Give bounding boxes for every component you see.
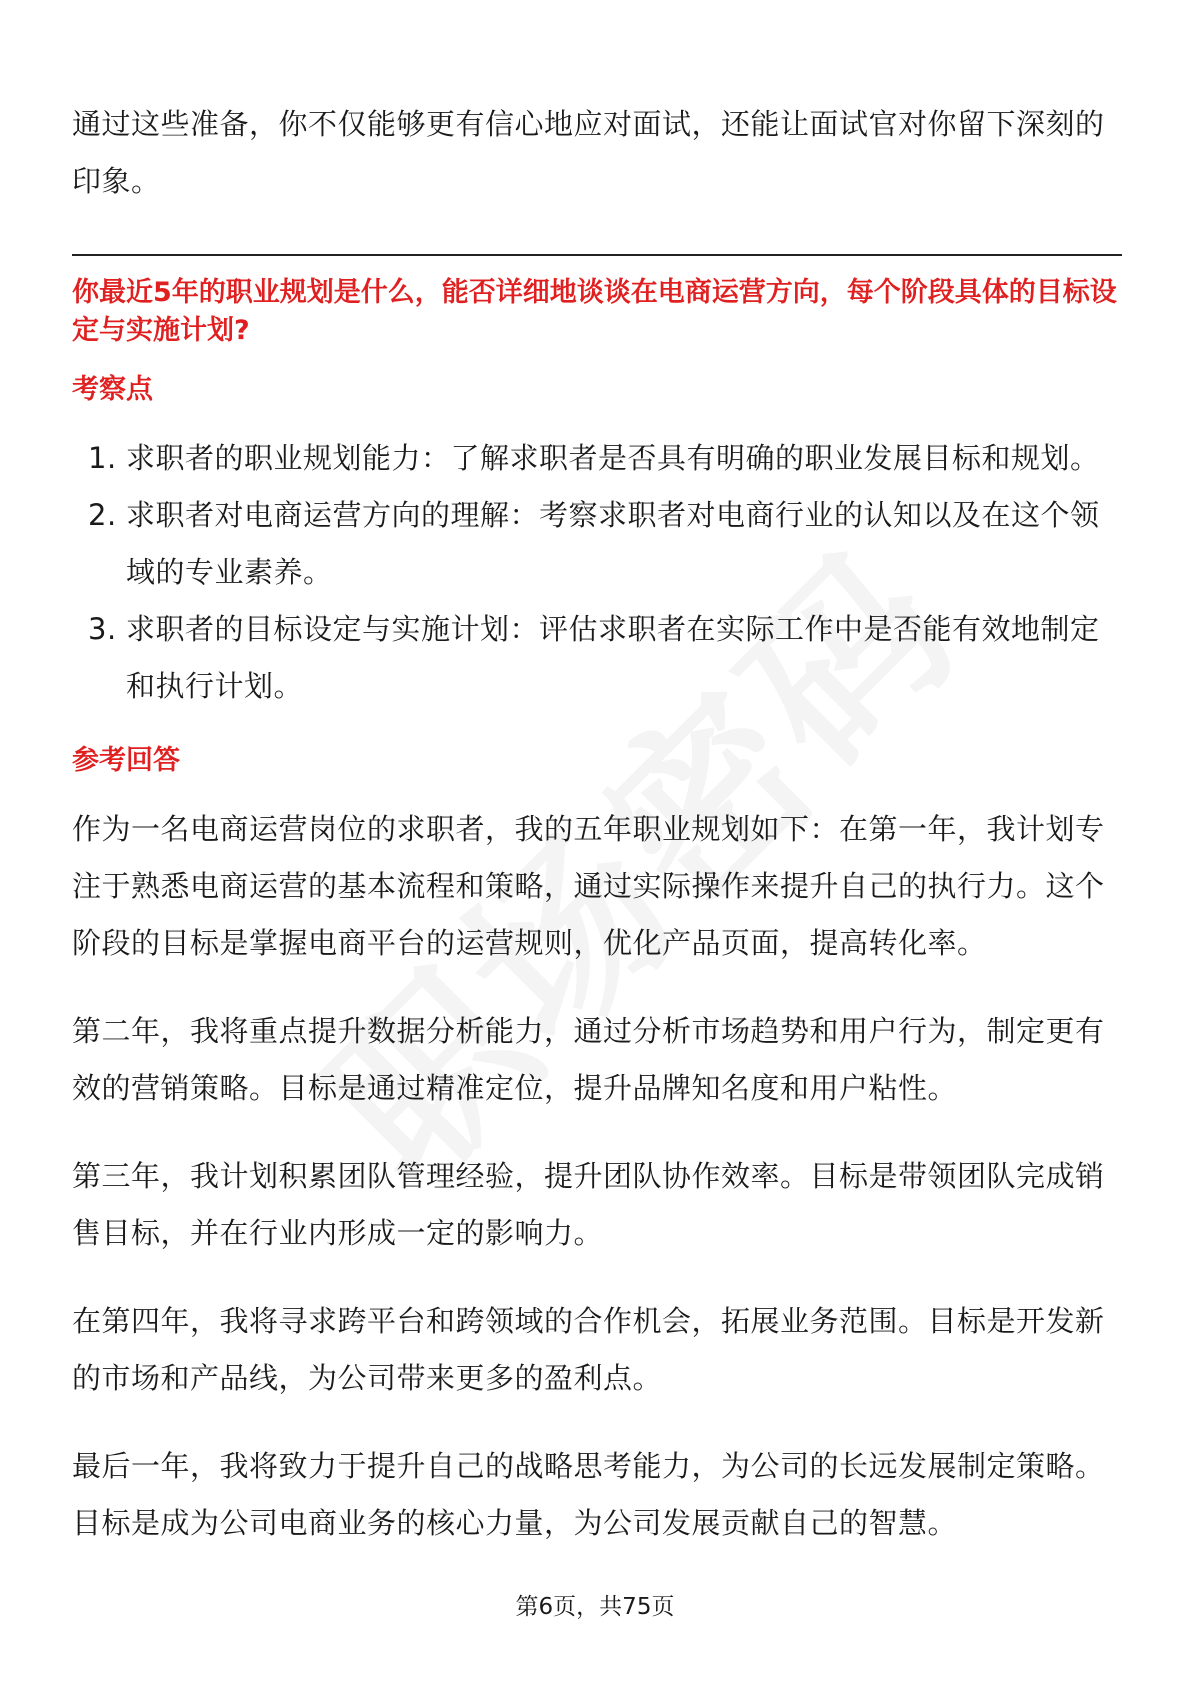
answer-paragraph: 第三年，我计划积累团队管理经验，提升团队协作效率。目标是带领团队完成销售目标，并在行业内形成一定的影响力。 <box>72 1159 1105 1250</box>
list-number: 1. <box>88 441 117 475</box>
answer-paragraph: 作为一名电商运营岗位的求职者，我的五年职业规划如下：在第一年，我计划专注于熟悉电商运营的基本流程和策略，通过实际操作来提升自己的执行力。这个阶段的目标是掌握电商平台的运营规则，优化产品页面，提高转化率。 <box>72 812 1105 960</box>
question-title: 你最近5年的职业规划是什么，能否详细地谈谈在电商运营方向，每个阶段具体的目标设定与实施计划? <box>72 277 1117 346</box>
answer-paragraph: 在第四年，我将寻求跨平台和跨领域的合作机会，拓展业务范围。目标是开发新的市场和产品线，为公司带来更多的盈利点。 <box>72 1304 1105 1395</box>
intro-paragraph: 通过这些准备，你不仅能够更有信心地应对面试，还能让面试官对你留下深刻的印象。 <box>72 107 1105 198</box>
page-number: 第6页，共75页 <box>515 1594 675 1620</box>
section-divider <box>72 254 1122 256</box>
list-number: 3. <box>88 612 117 646</box>
list-item-text: 求职者对电商运营方向的理解：考察求职者对电商行业的认知以及在这个领域的专业素养。 <box>126 498 1100 589</box>
list-item <box>72 487 1122 601</box>
list-item <box>72 601 1122 715</box>
assessment-heading: 考察点 <box>72 374 153 405</box>
answer-heading: 参考回答 <box>72 745 180 776</box>
list-number: 2. <box>88 498 117 532</box>
list-item <box>72 430 1122 487</box>
page-content <box>72 96 1122 1583</box>
list-item-text: 求职者的职业规划能力：了解求职者是否具有明确的职业发展目标和规划。 <box>126 441 1100 475</box>
list-item-text: 求职者的目标设定与实施计划：评估求职者在实际工作中是否能有效地制定和执行计划。 <box>126 612 1100 703</box>
answer-paragraph: 第二年，我将重点提升数据分析能力，通过分析市场趋势和用户行为，制定更有效的营销策略。目标是通过精准定位，提升品牌知名度和用户粘性。 <box>72 1014 1105 1105</box>
assessment-list <box>72 430 1122 715</box>
answer-paragraph: 最后一年，我将致力于提升自己的战略思考能力，为公司的长远发展制定策略。目标是成为公司电商业务的核心力量，为公司发展贡献自己的智慧。 <box>72 1449 1105 1540</box>
